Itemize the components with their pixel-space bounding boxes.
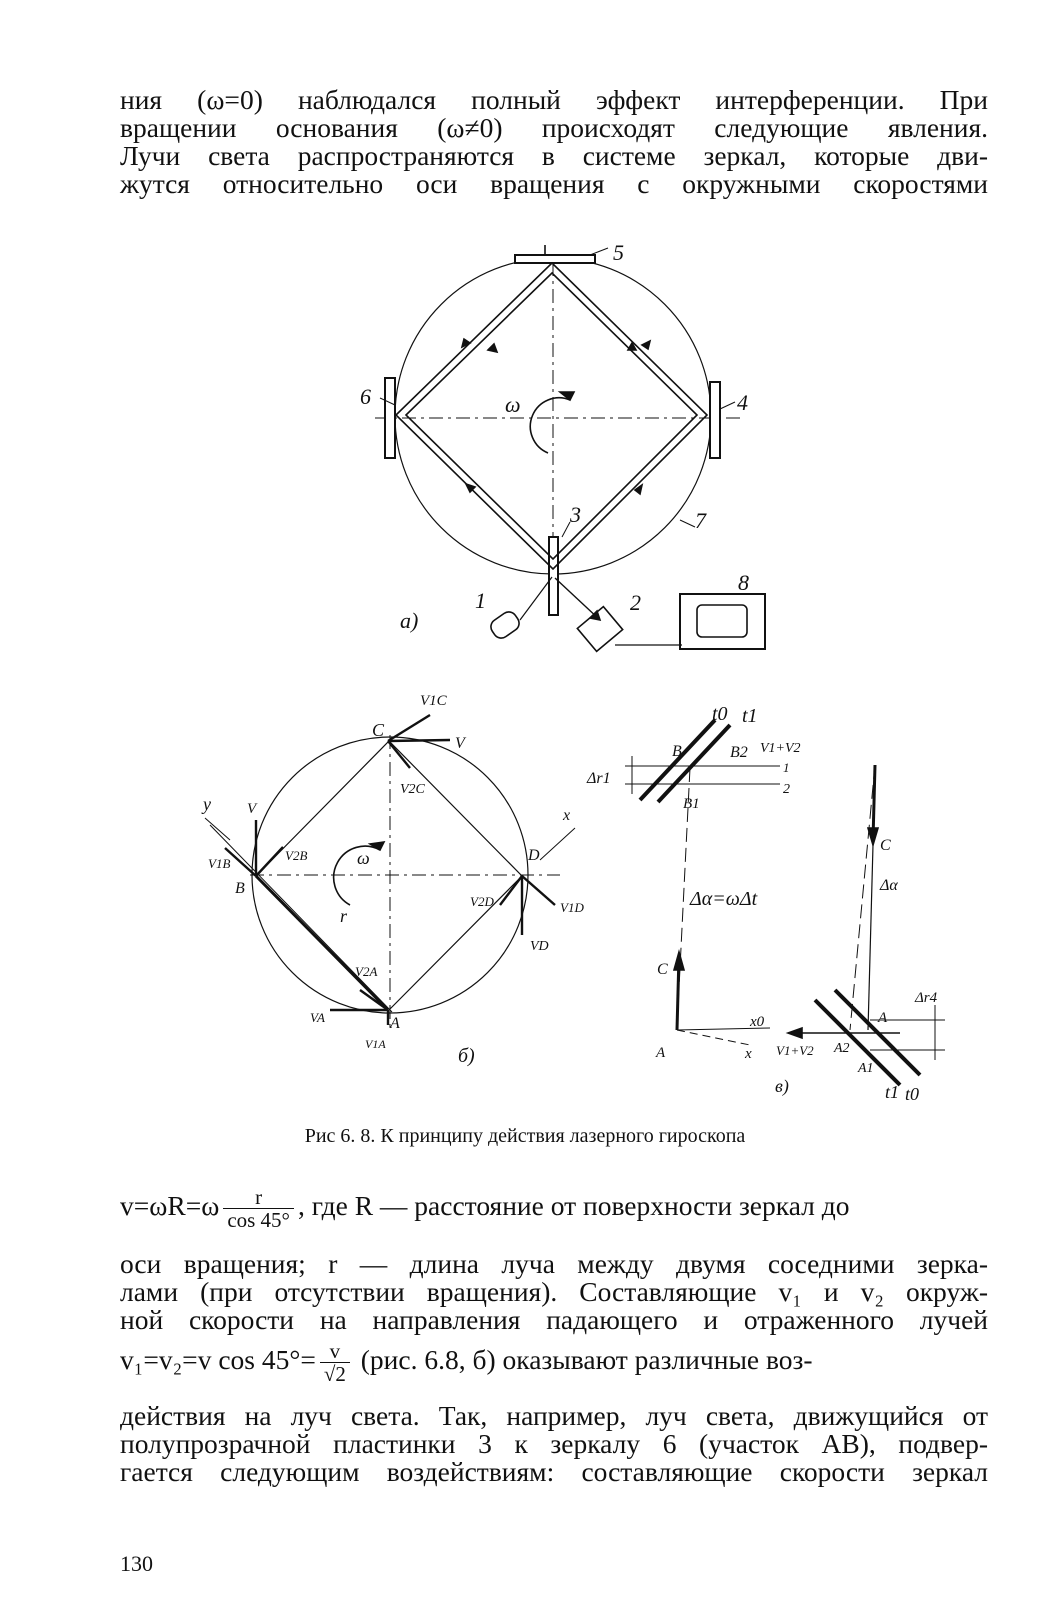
label: t0 — [905, 1084, 920, 1104]
label: 6 — [360, 384, 371, 409]
label: C — [372, 720, 385, 740]
plate-3 — [549, 537, 558, 615]
label: B — [672, 743, 682, 760]
label: V1C — [420, 693, 447, 709]
label: r — [340, 906, 348, 926]
label: V1A — [365, 1037, 386, 1051]
page-number: 130 — [120, 1551, 153, 1576]
text-line: гается следующим воздействиям: составляющие скорости зеркал — [120, 1456, 988, 1487]
label: VD — [530, 939, 549, 954]
text-line: жутся относительно оси вращения с окружными скоростями — [120, 168, 988, 199]
final-paragraph — [120, 1402, 988, 1486]
label: VA — [310, 1010, 325, 1025]
label: 3 — [570, 502, 581, 527]
label: A — [878, 1010, 888, 1026]
label: t1 — [885, 1082, 900, 1102]
fraction-denominator: √2 — [323, 1362, 346, 1386]
mirror-4 — [710, 382, 720, 458]
text-line: полупрозрачной пластинки 3 к зеркалу 6 (участок AB), подвер- — [120, 1428, 988, 1459]
display-8 — [680, 594, 765, 649]
mirror-5 — [515, 255, 595, 263]
fraction — [320, 1340, 350, 1385]
label: V1D — [560, 900, 584, 915]
label: V1+V2 — [776, 1043, 814, 1058]
middle-paragraph — [120, 1250, 988, 1334]
formula-rest: (рис. 6.8, б) оказывают различные воз- — [360, 1343, 813, 1375]
label: 4 — [737, 390, 748, 415]
label: 7 — [695, 508, 706, 533]
label: x — [563, 807, 571, 824]
formula-line-2 — [120, 1340, 988, 1385]
label: x — [745, 1046, 752, 1062]
label: C — [880, 837, 891, 854]
text-line: лами (при отсутствии вращения). Составляющие v₁ и v₂ окруж- — [120, 1276, 988, 1307]
label: B1 — [683, 796, 700, 812]
label: 2 — [783, 782, 790, 797]
text-line: оси вращения; r — длина луча между двумя соседними зерка- — [120, 1248, 988, 1279]
label: Δα — [880, 877, 898, 894]
text-line: вращении основания (ω≠0) происходят следующие явления. — [120, 112, 988, 143]
figure-caption: Рис 6. 8. К принципу действия лазерного гироскопа — [304, 1125, 746, 1147]
label: t0 — [712, 703, 728, 725]
label: B2 — [730, 744, 748, 761]
label: Δα=ωΔt — [690, 888, 758, 910]
fraction-denominator: cos 45° — [227, 1208, 290, 1232]
label: A — [390, 1015, 400, 1032]
mirror-6 — [385, 378, 395, 458]
label: б) — [458, 1045, 475, 1067]
fraction-numerator: v — [320, 1340, 350, 1363]
label: 2 — [630, 590, 641, 615]
label: x0 — [750, 1014, 765, 1030]
fraction-numerator: r — [223, 1186, 294, 1209]
formula-line — [120, 1186, 988, 1231]
fraction — [223, 1186, 294, 1231]
label: V2B — [285, 848, 308, 863]
label: в) — [775, 1076, 789, 1096]
label: t1 — [742, 705, 758, 727]
label: A2 — [834, 1041, 850, 1056]
text-line: ной скорости на направления падающего и отраженного лучей — [120, 1304, 988, 1335]
label: A — [656, 1045, 666, 1061]
label: V — [247, 801, 257, 817]
label: ω — [505, 392, 521, 417]
formula-lhs: v₁=v₂=v cos 45°= — [120, 1343, 316, 1375]
label: Δr4 — [915, 990, 938, 1006]
label: y — [203, 794, 211, 814]
label: 5 — [613, 240, 624, 265]
text-line: действия на луч света. Так, например, луч света, движущийся от — [120, 1400, 988, 1431]
text-line: Лучи света распространяются в системе зеркал, которые дви- — [120, 140, 988, 171]
label: V1B — [208, 856, 231, 871]
label: A1 — [858, 1061, 874, 1076]
label: V2A — [355, 964, 378, 979]
label: V2C — [400, 782, 425, 797]
label: 1 — [475, 588, 486, 613]
label: а) — [400, 608, 419, 633]
label: V — [455, 735, 465, 752]
label: Δr1 — [587, 770, 611, 787]
label: D — [528, 847, 540, 864]
formula-lhs: v=ωR=ω — [120, 1189, 220, 1221]
label: V1+V2 — [760, 741, 801, 756]
label: ω — [357, 848, 370, 868]
label: C — [657, 961, 668, 978]
formula-rest: , где R — расстояние от поверхности зеркал до — [297, 1189, 850, 1221]
label: B — [235, 880, 245, 897]
text-line: ния (ω=0) наблюдался полный эффект интерференции. При — [120, 84, 988, 115]
label: 1 — [783, 760, 790, 775]
label: V2D — [470, 894, 494, 909]
label: 8 — [738, 570, 749, 595]
